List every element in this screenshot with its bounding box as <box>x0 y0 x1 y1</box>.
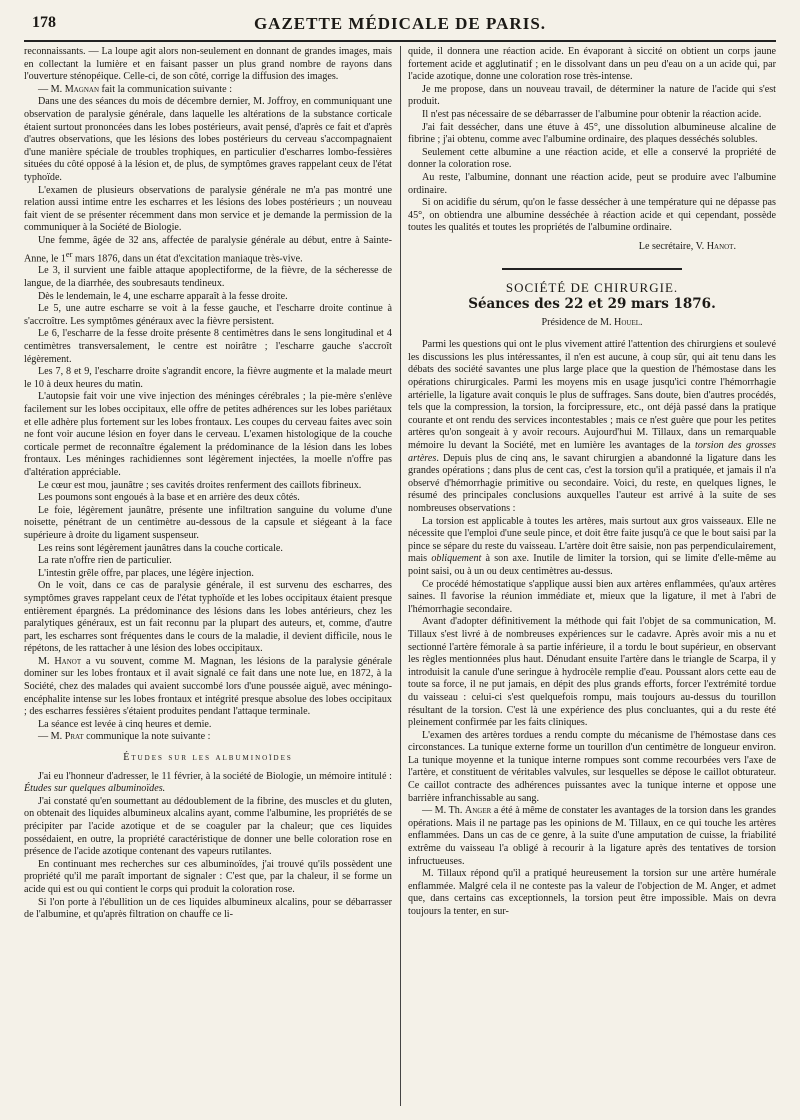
paragraph: Les poumons sont engoués à la base et en arrière des deux côtés. <box>38 492 300 504</box>
text-run: — M. Th. <box>422 805 465 817</box>
secretary-signature <box>408 241 736 254</box>
paragraph: L'intestin grêle offre, par places, une légère injection. <box>38 567 254 579</box>
memoir-title: Études sur quelques albuminoïdes. <box>24 783 166 795</box>
paragraph: Ce procédé hémostatique s'applique aussi bien aux artères enflammées, qu'aux artères saines. Il favorise la réunion immédiate et, mieux que la ligature, il met à l'abri de l'hémorrhagie secondaire. <box>408 578 776 615</box>
text-run: Parmi les questions qui ont le plus vivement attiré l'attention des chirurgiens et soulevé les discussions les plus intéressantes, il n'en est aucune, à coup sûr, qui ait tenu dans les débats des société savantes une plus large place que la question de l'hémostase dans les opérations chirurgicales. Parmi les moyens mis en usage jusqu'ici contre l'hémorrhagie artérielle, la ligature avait conquis le plus de suffrages. Sans doute, bien d'autres procédés, tels que la compression, la torsion, la forcipressure, etc., ont déjà passé dans la pratique courante et ont rendu des services incontestables ; mais ce n'est guère que pour les petites artères qu'on songeait à y avoir recours. Aujourd'hui M. Tillaux, dans un remarquable mémoire lu devant la Société, met en lumière les avantages de la <box>408 339 776 452</box>
speaker-name: Hanot <box>706 240 734 252</box>
text-run: J'ai eu l'honneur d'adresser, le 11 février, à la société de Biologie, un mémoire intitulé : <box>38 770 392 782</box>
paragraph: reconnaissants. — La loupe agit alors non-seulement en donnant de grandes images, mais en collectant la lumière et en faisant passer un plus grand nombre de rayons dans l'ouverture sténopéique. Celle-ci, de son côté, corrige la diffusion des images. <box>24 46 392 83</box>
text-run: communique la note suivante : <box>83 731 211 743</box>
text-run: — M. <box>38 731 63 743</box>
text-run: a été à même de constater les avantages de la torsion dans les grandes opérations. Mais il ne partage pas les opinions de M. Tillaux, en ce qui touche les artères enflammées. Dans un cas de ce genre, à la suite d'une amputation de cuisse, la friabilité extrême du vaisseau l'a obligé à recourir à la ligature après des tentatives de torsion infructueuses. <box>408 805 776 867</box>
paragraph: En continuant mes recherches sur ces albuminoïdes, j'ai trouvé qu'ils possèdent une propriété qu'il me paraît important de signaler : C'est que, par la chaleur, il se forme un acide qui est ou qui contient le corps qui produit la coloration rose. <box>24 858 392 895</box>
emphasis: obliquement <box>431 553 482 565</box>
section-rule <box>502 268 682 270</box>
speaker-name: Magnan <box>64 83 100 95</box>
paragraph: Le cœur est mou, jaunâtre ; ses cavités droites renferment des caillots fibrineux. <box>38 479 362 491</box>
paragraph <box>24 84 392 97</box>
paragraph: Dès le lendemain, le 4, une escharre apparaît à la fesse droite. <box>38 290 288 302</box>
paragraph: Avant d'adopter définitivement la méthode qui fait l'objet de sa communication, M. Tillaux s'est livré à de nombreuses expériences sur le cadavre. Après avoir mis a nu et sectionné l'artère fémorale à sa partie inférieure, il a tordu le bout supérieur, en observant les règles mentionnées plus haut. Dénudant ensuite l'artère dans le triangle de Scarpa, il y introduisit la canule d'une seringue à hydrocèle remplie d'eau. Poussant alors cette eau de toute sa force, il ne put jamais, en dépit des plus grands efforts, forcer l'extrémité tordue du vaisseau : celui-ci s'est quelquefois rompu, mais toujours au-dessus du tourillon résultant de la torsion. C'est là une expérience des plus concluantes, qui a du reste été pleinement confirmée par les faits cliniques. <box>408 616 776 729</box>
speaker-name: Houel <box>614 316 640 328</box>
paragraph: Le 5, une autre escharre se voit à la fesse gauche, et l'escharre droite continue à s'accroître. Les symptômes généraux avec la fièvre persistent. <box>24 303 392 327</box>
header-rule <box>24 40 776 42</box>
paragraph: L'autopsie fait voir une vive injection des méninges cérébrales ; la pie-mère s'enlève facilement sur les lobes occipitaux, elle offre de petites adhérences sur les lobes pariétaux et elle adhère plus fortement sur les lobes frontaux. Les coupes du cerveau faites avec soin ne font voir aucune lésion en foyer dans le cerveau. L'examen histologique de la couche corticale permet de reconnaître également la prédominance de la lésion dans les lobes frontaux. Les méninges rachidiennes sont légèrement injectées, la moelle n'offre pas d'altération appréciable. <box>24 391 392 478</box>
paragraph: La rate n'offre rien de particulier. <box>38 555 172 567</box>
paragraph: Le 6, l'escharre de la fesse droite présente 8 centimètres dans le sens longitudinal et 4 centimètres transversalement, le centre est noirâtre ; l'escharre gauche s'accroît légèrement. <box>24 328 392 365</box>
running-title: GAZETTE MÉDICALE DE PARIS. <box>253 14 547 33</box>
paragraph <box>24 771 392 796</box>
page-number: 178 <box>32 14 56 31</box>
society-title: SOCIÉTÉ DE CHIRURGIE. <box>505 279 679 295</box>
paragraph: Le foie, légèrement jaunâtre, présente une infiltration sanguine du volume d'une noisette, pénétrant de un centimètre au-dessous de la capsule et siégeant à la face supérieure à droite du ligament suspenseur. <box>24 504 392 541</box>
paragraph <box>24 656 392 719</box>
paragraph: M. Tillaux répond qu'il a pratiqué heureusement la torsion sur une artère humérale enflammée. Malgré cela il ne conteste pas la valeur de l'objection de M. Anger, et admet que, dans certains cas exceptionnels, la torsion peut être impossible. Mais on devra toujours la tenter, en sur- <box>408 868 776 917</box>
text-run: à son axe. Inutile de limiter la torsion, qui se limite d'elle-même au point saisi, ou à un ou deux centimètres au-dessus. <box>408 553 776 577</box>
superscript: er <box>65 248 73 259</box>
paragraph: L'examen de plusieurs observations de paralysie générale ne m'a pas montré une relation aussi intime entre les escharres et les lésions des lobes postérieurs ; un nouveau fait vient de se présenter récemment dans mon service et je demande la permission de la communiquer à la Société de Biologie. <box>24 184 392 234</box>
speaker-name: Anger <box>464 805 492 817</box>
sessions-title: Séances des 22 et 29 mars 1876. <box>468 296 716 313</box>
text-run: Présidence de M. <box>541 316 615 328</box>
text-run: — M. <box>38 83 63 95</box>
paragraph: Si l'on porte à l'ébullition un de ces liquides albumineux alcalins, pour se débarrasser de l'albumine, et qu'après filtration on chauffe ce li- <box>24 896 392 921</box>
paragraph: Les 7, 8 et 9, l'escharre droite s'agrandit encore, la fièvre augmente et la malade meurt le 10 à deux heures du matin. <box>24 366 392 390</box>
paragraph: J'ai constaté qu'en soumettant au dédoublement de la fibrine, des muscles et du gluten, on obtenait des liquides albumineux alcalins ayant, comme l'albumine, les propriétés de se précipiter par l'acide azotique et de se coaguler par la chaleur; que ces liquides possédaient, en outre, la propriété caractéristique de donner une belle coloration rose en présence de l'acide azotique contenant des vapeurs rutilantes. <box>24 795 392 858</box>
paragraph <box>24 731 392 744</box>
paragraph <box>408 805 776 868</box>
paragraph: On le voit, dans ce cas de paralysie générale, il est survenu des escharres, des symptômes graves rappelant ceux de l'état typhoïde et les lobes occipitaux étaient presque entièrement épargnés. La prédominance des lésions dans les lobes antérieurs, chez les paralytiques généraux, est un fait reconnu par la plupart des auteurs, et, comme, d'autre part, les escharres sont fréquentes dans le cours de la maladie, il devient difficile, nous le répétons, de les rattacher à une lésion des lobes occipitaux. <box>24 580 392 655</box>
text-run: Une femme, âgée de 32 ans, affectée de paralysie générale au début, entre à Sainte-Anne, le 1 <box>24 234 392 264</box>
page-header <box>24 14 776 36</box>
text-run: La torsion est applicable à toutes les artères, mais surtout aux gros vaisseaux. Elle ne nécessite que l'emploi d'une seule pince, et doit être faite jusqu'à ce que le bout saisi par la pince se sépare du reste du vaisseau. L'artère doit être saisie, non pas perpendiculairement, mais <box>408 515 776 565</box>
paragraph <box>24 235 392 266</box>
right-column <box>408 46 776 1106</box>
text-run: . Depuis plus de cinq ans, le savant chirurgien a abandonné la ligature dans les grandes opérations ; dans plus de cent cas, c'est la torsion qu'il a pratiquée, et jamais il n'a observé d'hémorrhagie primitive ou secondaire. Voici, du reste, en quelques lignes, le résumé des principales conclusions auxquelles l'auteur est arrivé à la suite de ses nombreuses observations : <box>408 452 776 514</box>
paragraph: Seulement cette albumine a une réaction acide, et elle a conservé la propriété de donner la coloration rose. <box>408 146 776 171</box>
two-column-body <box>24 46 776 1106</box>
left-column <box>24 46 392 1106</box>
text-run: a vu souvent, comme M. Magnan, les lésions de la paralysie générale dominer sur les lobes frontaux et il avait signalé ce fait dans une note lue, en 1872, à la Société, chez des malades qui avaient succombé lors d'une poussée aiguë, avec méningo-encéphalite intense sur les lobes frontaux et intégrité presque absolue des lobes occipitaux ; des escharres fessières s'étaient produites pendant l'attaque terminale. <box>24 655 392 718</box>
paragraph: Le 3, il survient une faible attaque apoplectiforme, de la fièvre, de la sécheresse de langue, de la diarrhée, des soubresauts tendineux. <box>24 265 392 290</box>
text-run: . <box>733 240 736 252</box>
paragraph: Les reins sont légèrement jaunâtres dans la couche corticale. <box>38 542 283 554</box>
text-run: . <box>640 316 643 328</box>
paragraph: Au reste, l'albumine, donnant une réaction acide, peut se produire avec l'albumine ordinaire. <box>408 171 776 196</box>
paragraph: Dans une des séances du mois de décembre dernier, M. Joffroy, en communiquant une observation de paralysie générale, dans laquelle les altérations de la substance corticale étaient surtout prononcées dans les lobes postérieurs, avait pensé, d'après ce fait et d'après d'autres observations, que les lésions des lobes postérieurs du cerveau s'accompagnaient d'une manière spéciale de troubles trophiques, en particulier d'escharres lombo-fessières situées du côté opposé à la lésion et, de plus, de symptômes graves rappelant ceux de l'état typhoïde. <box>24 96 392 183</box>
paragraph: Il n'est pas nécessaire de se débarrasser de l'albumine pour obtenir la réaction acide. <box>422 108 762 120</box>
text-run: fait la communication suivante : <box>101 83 233 95</box>
paragraph <box>408 339 776 515</box>
paragraph: Si on acidifie du sérum, qu'on le fasse dessécher à une température qui ne dépasse pas 45°, on obtiendra une albumine desséchée à réaction acide et qui cependant, possède toutes les qualités et toutes les propriétés de l'albumine ordinaire. <box>408 197 776 234</box>
section-title: Études sur les albuminoïdes <box>123 752 293 764</box>
speaker-name: Prat <box>64 731 84 743</box>
emphasis: torsion des grosses artères <box>408 440 776 464</box>
text-run: mars 1876, dans un état d'excitation maniaque très-vive. <box>72 252 303 264</box>
paragraph: La séance est levée à cinq heures et demie. <box>38 718 212 730</box>
paragraph: L'examen des artères tordues a rendu compte du mécanisme de l'hémostase dans ces circonstances. La tunique externe forme un tourillon d'un centimètre de longueur environ. La tunique moyenne et la tunique interne rompues sont comme recourbées vers l'axe de l'artère, et constituent de véritables valvules, sur lesquelles se dépose le caillot obturateur. Ce caillot contracte des adhérences puissantes avec la tunique interne et oppose une barrière infranchissable au sang. <box>408 729 776 804</box>
paragraph: quide, il donnera une réaction acide. En évaporant à siccité on obtient un corps jaune fortement acide et agglutinatif ; en le dissolvant dans un peu d'eau on a un acide qui, par l'acide azotique, donne une coloration rose très-intense. <box>408 46 776 83</box>
paragraph: Je me propose, dans un nouveau travail, de déterminer la nature de l'acide qui s'est produit. <box>408 83 776 108</box>
paragraph: J'ai fait dessécher, dans une étuve à 45°, une dissolution albumineuse alcaline de fibrine ; j'ai obtenu, comme avec l'albumine ordinaire, des plaques desséchés solubles. <box>408 121 776 146</box>
text-run: Le secrétaire, V. <box>638 240 707 252</box>
speaker-name: M. Hanot <box>38 655 82 667</box>
presidence-line <box>408 317 776 330</box>
column-divider <box>400 46 401 1106</box>
paragraph <box>408 516 776 579</box>
